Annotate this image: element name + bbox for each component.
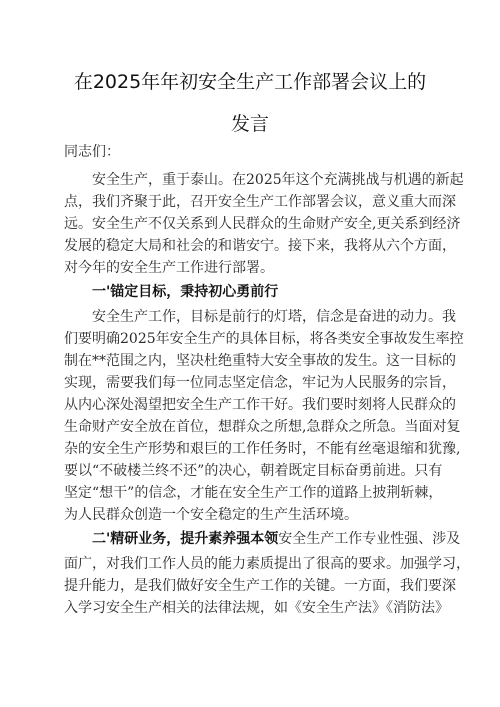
section-1-line-5: 从内心深处渴望把安全生产工作干好。我们要时刻将人民群众的 xyxy=(64,397,456,413)
section-2-heading-tail: 安全生产工作专业性强、涉及 xyxy=(278,531,461,547)
intro-line-1: 安全生产，重于泰山。在2025年这个充满挑战与机遇的新起 xyxy=(92,172,464,188)
section-1-line-3: 制在**范围之内，坚决杜绝重特大安全事故的发生。这一目标的 xyxy=(64,353,456,369)
intro-line-3: 远。安全生产不仅关系到人民群众的生命财产安全,更关系到经济 xyxy=(64,216,461,232)
section-1-line-8: 要以“不破楼兰终不还”的决心，朝着既定目标奋勇前进。只有 xyxy=(64,463,443,479)
document-title-line-1: 在2025年年初安全生产工作部署会议上的 xyxy=(73,71,427,93)
section-1-line-10: 为人民群众创造一个安全稳定的生产生活环境。 xyxy=(64,507,358,523)
section-1-line-9: 坚定“想干”的信念，才能在安全生产工作的道路上披荆斩棘， xyxy=(64,485,443,501)
section-1-line-4: 实现，需要我们每一位同志坚定信念，牢记为人民服务的宗旨， xyxy=(64,375,456,391)
section-1-line-2: 们要明确2025年安全生产的具体目标，将各类安全事故发生率控 xyxy=(64,331,464,347)
intro-line-4: 发展的稳定大局和社会的和谐安宁。接下来，我将从六个方面， xyxy=(64,238,456,254)
section-1-line-1: 安全生产工作，目标是前行的灯塔，信念是奋进的动力。我 xyxy=(92,309,456,325)
document-title-line-2: 发言 xyxy=(230,113,269,135)
intro-line-5: 对今年的安全生产工作进行部署。 xyxy=(64,260,274,276)
section-2-line-3: 入学习安全生产相关的法律法规，如《安全生产法》《消防法》 xyxy=(64,600,449,616)
section-1-heading: 一'锚定目标，秉持初心勇前行 xyxy=(92,284,279,300)
section-2-line-1: 面广，对我们工作人员的能力素质提出了很高的要求。加强学习， xyxy=(64,556,470,572)
section-2-first-line xyxy=(92,531,460,547)
section-2-line-2: 提升能力，是我们做好安全生产工作的关键。一方面，我们要深 xyxy=(64,578,456,594)
section-2-heading: 二'精研业务，提升素养强本领 xyxy=(92,531,279,547)
intro-line-2: 点，我们齐聚于此，召开安全生产工作部署会议，意义重大而深 xyxy=(64,194,456,210)
section-1-line-7: 杂的安全生产形势和艰巨的工作任务时，不能有丝毫退缩和犹豫, xyxy=(64,441,461,457)
salutation: 同志们： xyxy=(64,144,120,160)
section-1-line-6: 生命财产安全放在首位，想群众之所想,急群众之所急。当面对复 xyxy=(64,419,461,435)
